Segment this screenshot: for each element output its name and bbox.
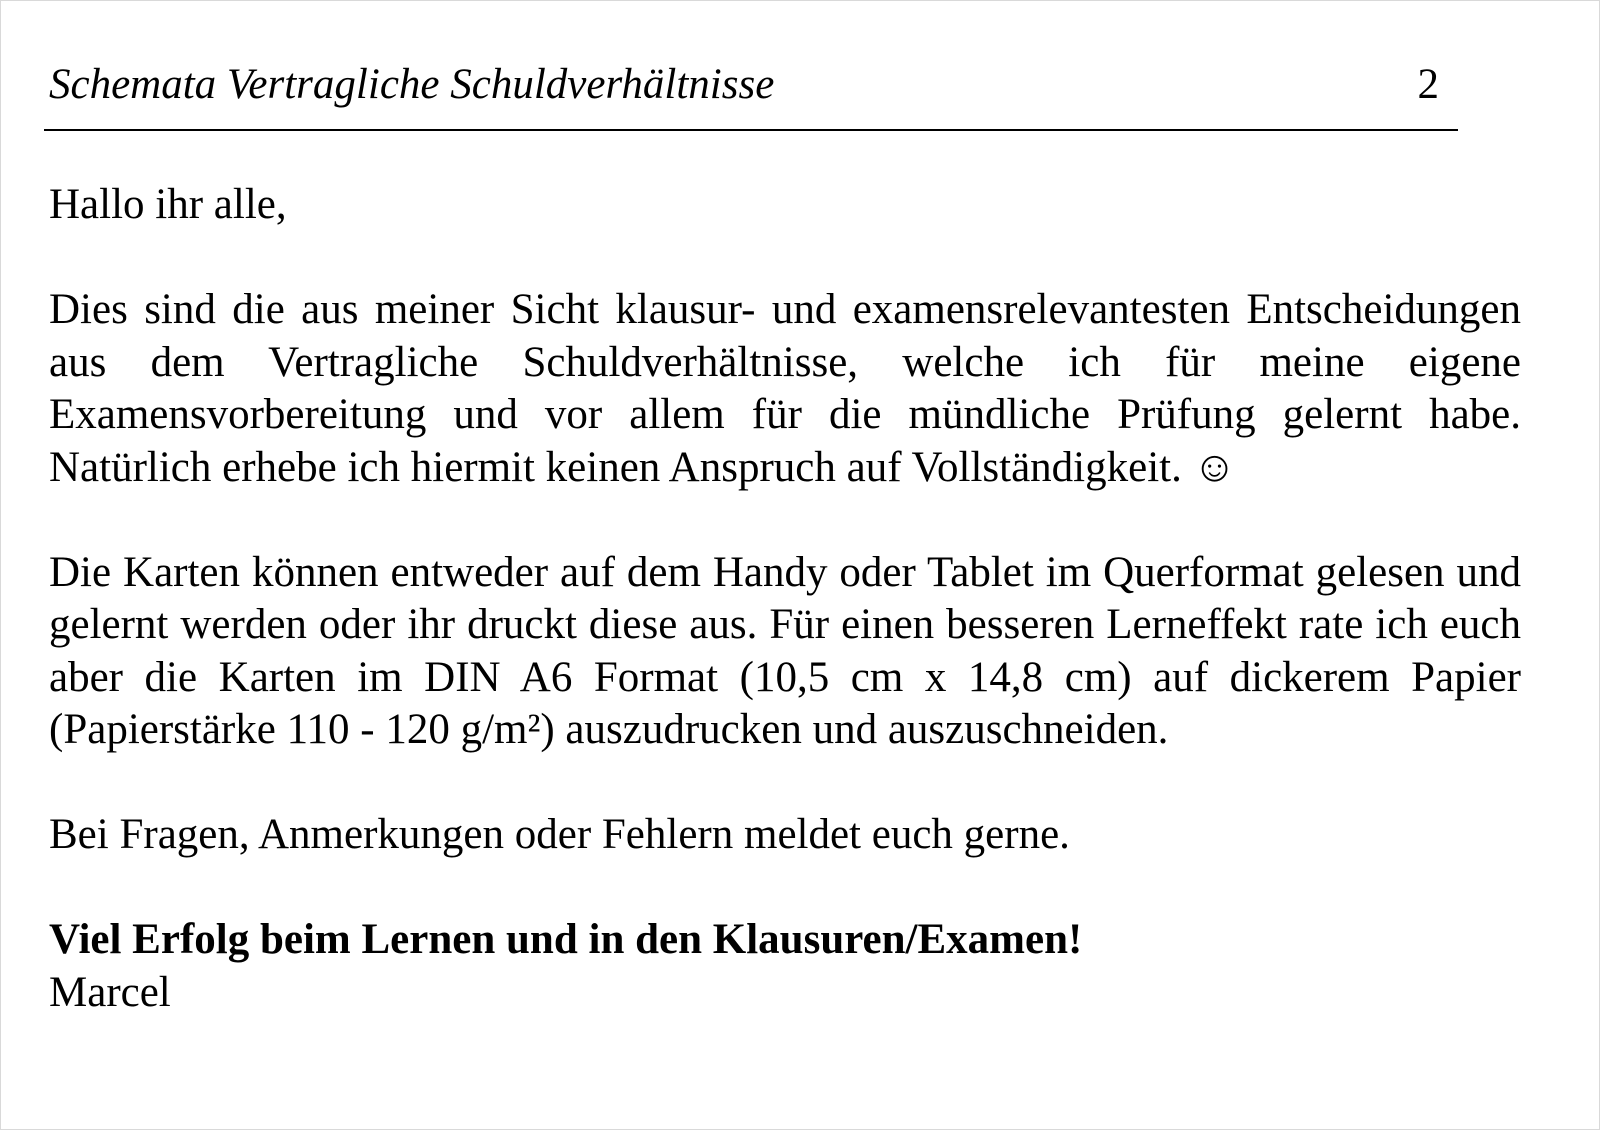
printing-paragraph: Die Karten können entweder auf dem Handy oder Tablet im Querformat gelesen und gelernt werden oder ihr druckt diese aus. Für einen besseren Lerneffekt rate ich euch aber die Karten im DIN A6 Format (10,5 cm x 14,8 cm) auf dickerem Papier (Papierstärke 110 - 120 g/m²) auszudrucken und auszuschneiden. xyxy=(49,548,1521,753)
letter-body xyxy=(49,179,1521,1019)
header-title: Schemata Vertragliche Schuldverhältnisse xyxy=(49,61,775,108)
signature: Marcel xyxy=(49,968,171,1016)
header-divider xyxy=(44,129,1458,131)
running-header xyxy=(49,59,1439,111)
page-number: 2 xyxy=(1417,61,1439,108)
feedback-paragraph: Bei Fragen, Anmerkungen oder Fehlern meldet euch gerne. xyxy=(49,811,1070,858)
closing-line: Viel Erfolg beim Lernen und in den Klausuren/Examen! xyxy=(49,916,1083,963)
intro-paragraph: Dies sind die aus meiner Sicht klausur- und examensrelevantesten Entscheidungen aus dem Vertragliche Schuldverhältnisse, welche ich für meine eigene Examensvorbereitung und vor allem für die mündliche Prüfung gelernt habe. Natürlich erhebe ich hiermit keinen Anspruch auf Vollständigkeit. ☺ xyxy=(49,286,1521,491)
greeting: Hallo ihr alle, xyxy=(49,181,287,228)
